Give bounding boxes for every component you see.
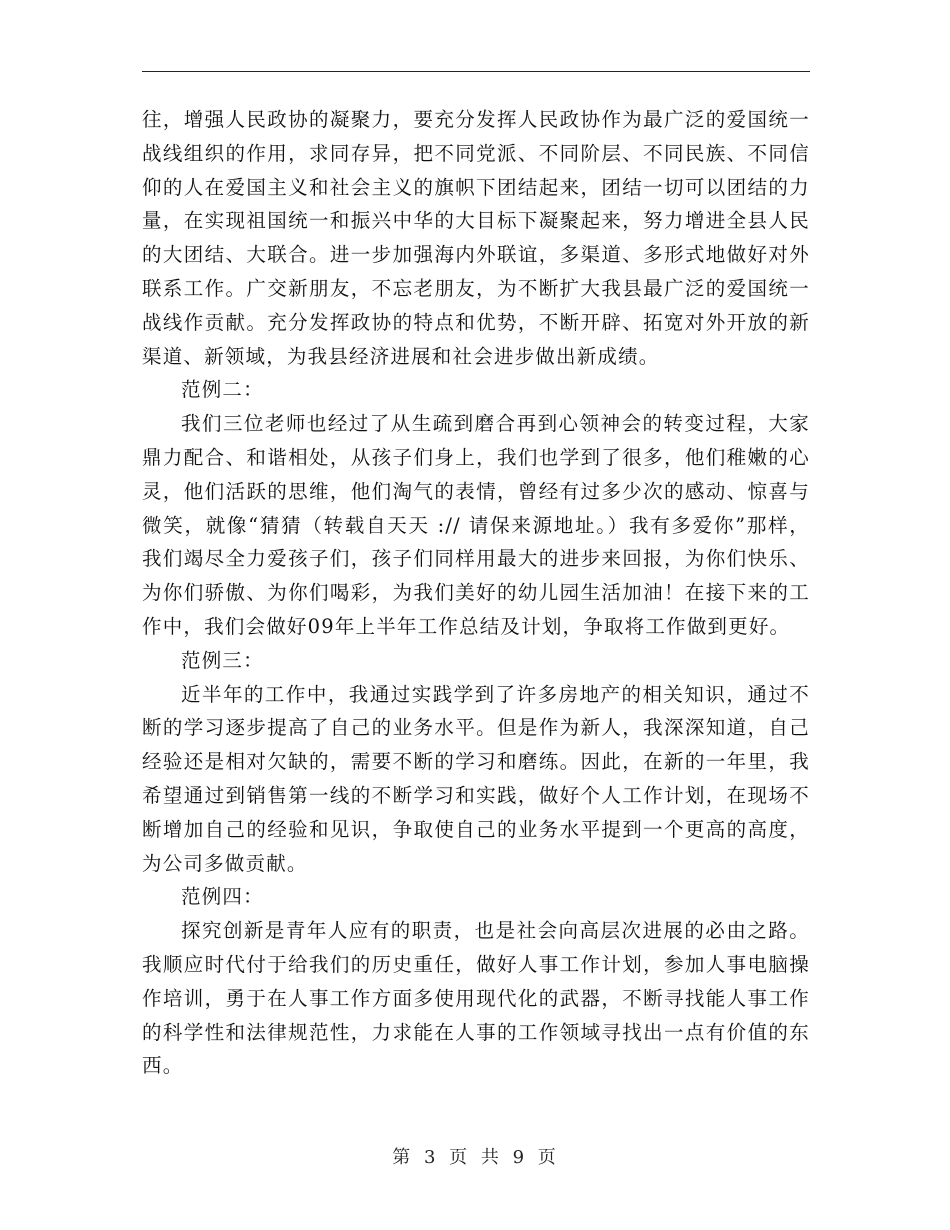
footer-suffix: 页 (537, 1147, 558, 1168)
section-heading-example-3: 范例三： (181, 648, 264, 672)
paragraph-continued: 往，增强人民政协的凝聚力，要充分发挥人民政协作为最广泛的爱国统一战线组织的作用，求同存异，把不同党派、不同阶层、不同民族、不同信仰的人在爱国主义和社会主义的旗帜下团结起来，团结一切可以团结的力量，在实现祖国统一和振兴中华的大目标下凝聚起来，努力增进全县人民的大团结、大联合。进一步加强海内外联谊，多渠道、多形式地做好对外联系工作。广交新朋友，不忘老朋友，为不断扩大我县最广泛的爱国统一战线作贡献。充分发挥政协的特点和优势，不断开辟、拓宽对外开放的新渠道、新领域，为我县经济进展和社会进步做出新成绩。 (142, 108, 810, 368)
page-number-footer (0, 1143, 950, 1169)
paragraph-example-2: 我们三位老师也经过了从生疏到磨合再到心领神会的转变过程，大家鼎力配合、和谐相处，从孩子们身上，我们也学到了很多，他们稚嫩的心灵，他们活跃的思维，他们淘气的表情，曾经有过多少次的感动、惊喜与微笑，就像“猜猜（转载自天天 :// 请保来源地址。）我有多爱你”那样，我们竭尽全力爱孩子们，孩子们同样用最大的进步来回报，为你们快乐、为你们骄傲、为你们喝彩，为我们美好的幼儿园生活加油！在接下来的工作中，我们会做好09年上半年工作总结及计划，争取将工作做到更好。 (142, 412, 810, 638)
total-page-number: 9 (512, 1147, 527, 1168)
footer-prefix: 第 (392, 1147, 413, 1168)
header-rule (142, 71, 810, 72)
section-heading-example-2: 范例二： (181, 378, 264, 402)
paragraph-example-4: 探究创新是青年人应有的职责，也是社会向高层次进展的必由之路。我顺应时代付于给我们的历史重任，做好人事工作计划，参加人事电脑操作培训，勇于在人事工作方面多使用现代化的武器，不断寻找能人事工作的科学性和法律规范性，力求能在人事的工作领域寻找出一点有价值的东西。 (142, 919, 810, 1078)
paragraph-example-3: 近半年的工作中，我通过实践学到了许多房地产的相关知识，通过不断的学习逐步提高了自己的业务水平。但是作为新人，我深深知道，自己经验还是相对欠缺的，需要不断的学习和磨练。因此，在新的一年里，我希望通过到销售第一线的不断学习和实践，做好个人工作计划，在现场不断增加自己的经验和见识，争取使自己的业务水平提到一个更高的高度，为公司多做贡献。 (142, 682, 810, 875)
footer-total-word: 共 (480, 1147, 501, 1168)
current-page-number: 3 (423, 1147, 438, 1168)
page-body (142, 103, 810, 1083)
section-heading-example-4: 范例四： (181, 885, 264, 909)
footer-page-word: 页 (449, 1147, 470, 1168)
